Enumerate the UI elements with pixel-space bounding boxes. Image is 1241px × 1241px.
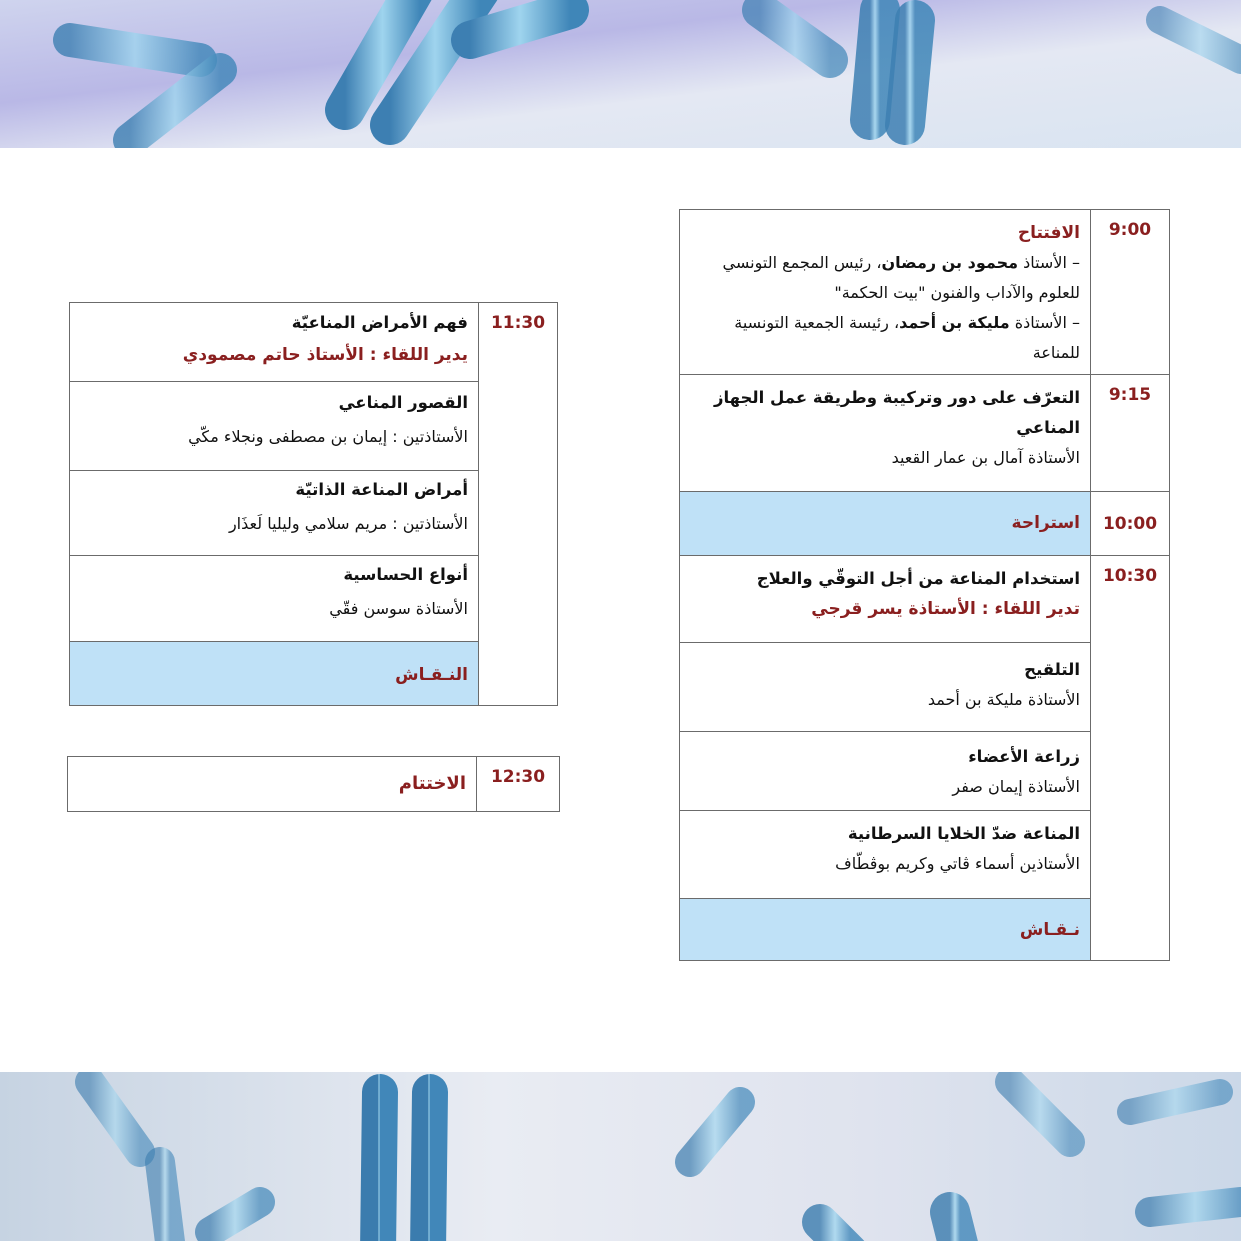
speaker-name: الأستاذتين : إيمان بن مصطفى ونجلاء مكّي [188, 427, 468, 446]
session-cell [680, 811, 1091, 899]
discussion-title: النـقـاش [395, 665, 468, 685]
closing-title: الاختتام [398, 773, 466, 794]
speaker-name: الأستاذتين : مريم سلامي وليليا لَعذَار [228, 514, 468, 533]
session-title: القصور المناعي [338, 393, 468, 412]
time-cell [1091, 375, 1170, 492]
moderator: يدير اللقاء : الأستاذ حاتم مصمودي [182, 345, 468, 365]
session-title: استخدام المناعة من أجل التوقّي والعلاج [756, 569, 1080, 588]
session-cell [680, 643, 1091, 732]
table-row [680, 492, 1170, 556]
discussion-cell [680, 899, 1091, 961]
session-cell [680, 375, 1091, 492]
time-label: 9:00 [1108, 220, 1152, 240]
time-cell [1091, 210, 1170, 375]
time-label: 12:30 [490, 767, 546, 787]
footer-antibody-banner [0, 1072, 1241, 1241]
discussion-cell [70, 642, 479, 706]
session-cell [70, 303, 479, 382]
speaker-line: للعلوم والآداب والفنون "بيت الحكمة" [834, 283, 1080, 302]
speaker-name: الأستاذين أسماء ڤاتي وكريم بوڤطّاف [835, 854, 1080, 873]
schedule-table-right [679, 209, 1170, 961]
speaker-name: الأستاذة إيمان صفر [952, 777, 1080, 796]
antibody-illustration [0, 1072, 1241, 1241]
session-title: التعرّف على دور وتركيبة وطريقة عمل الجهاز [713, 388, 1080, 407]
moderator: تدير اللقاء : الأستاذة يسر قرجي [811, 599, 1080, 619]
session-cell [70, 382, 479, 471]
session-cell [680, 210, 1091, 375]
break-cell [680, 492, 1091, 556]
time-label: 9:15 [1108, 385, 1152, 405]
session-title: أنواع الحساسية [343, 565, 468, 584]
table-row [680, 556, 1170, 643]
antibody-illustration [0, 0, 1241, 148]
time-label: 10:00 [1102, 514, 1158, 534]
table-row [70, 303, 558, 382]
session-cell [680, 556, 1091, 643]
time-label: 10:30 [1102, 566, 1158, 586]
session-cell [68, 757, 477, 812]
session-title: المناعي [1016, 418, 1080, 437]
session-cell [70, 471, 479, 556]
time-cell [1091, 492, 1170, 556]
table-row [68, 757, 560, 812]
session-title: المناعة ضدّ الخلايا السرطانية [847, 824, 1080, 843]
table-row [680, 375, 1170, 492]
break-title: استراحة [1011, 513, 1080, 533]
session-cell [70, 556, 479, 642]
table-row [680, 210, 1170, 375]
speaker-name: الأستاذة سوسن فقّي [329, 599, 468, 618]
time-cell [1091, 556, 1170, 961]
speaker-name: الأستاذة مليكة بن أحمد [927, 690, 1080, 709]
time-cell [477, 757, 560, 812]
header-antibody-banner [0, 0, 1241, 148]
session-title: أمراض المناعة الذاتيّة [295, 480, 468, 499]
session-title: الافتتاح [1017, 223, 1080, 243]
speaker-line: – الأستاذة مليكة بن أحمد، رئيسة الجمعية التونسية [734, 313, 1080, 332]
session-title: زراعة الأعضاء [968, 747, 1080, 766]
schedule-table-left [69, 302, 558, 706]
session-title: التلقيح [1024, 660, 1080, 679]
speaker-name: الأستاذة آمال بن عمار القعيد [891, 448, 1080, 467]
session-cell [680, 732, 1091, 811]
time-label: 11:30 [490, 313, 546, 333]
time-cell [479, 303, 558, 706]
schedule-table-closing [67, 756, 560, 812]
session-title: فهم الأمراض المناعيّة [291, 313, 468, 332]
speaker-line: للمناعة [1032, 343, 1080, 362]
discussion-title: نـقـاش [1019, 920, 1080, 940]
speaker-line: – الأستاذ محمود بن رمضان، رئيس المجمع التونسي [722, 253, 1080, 272]
